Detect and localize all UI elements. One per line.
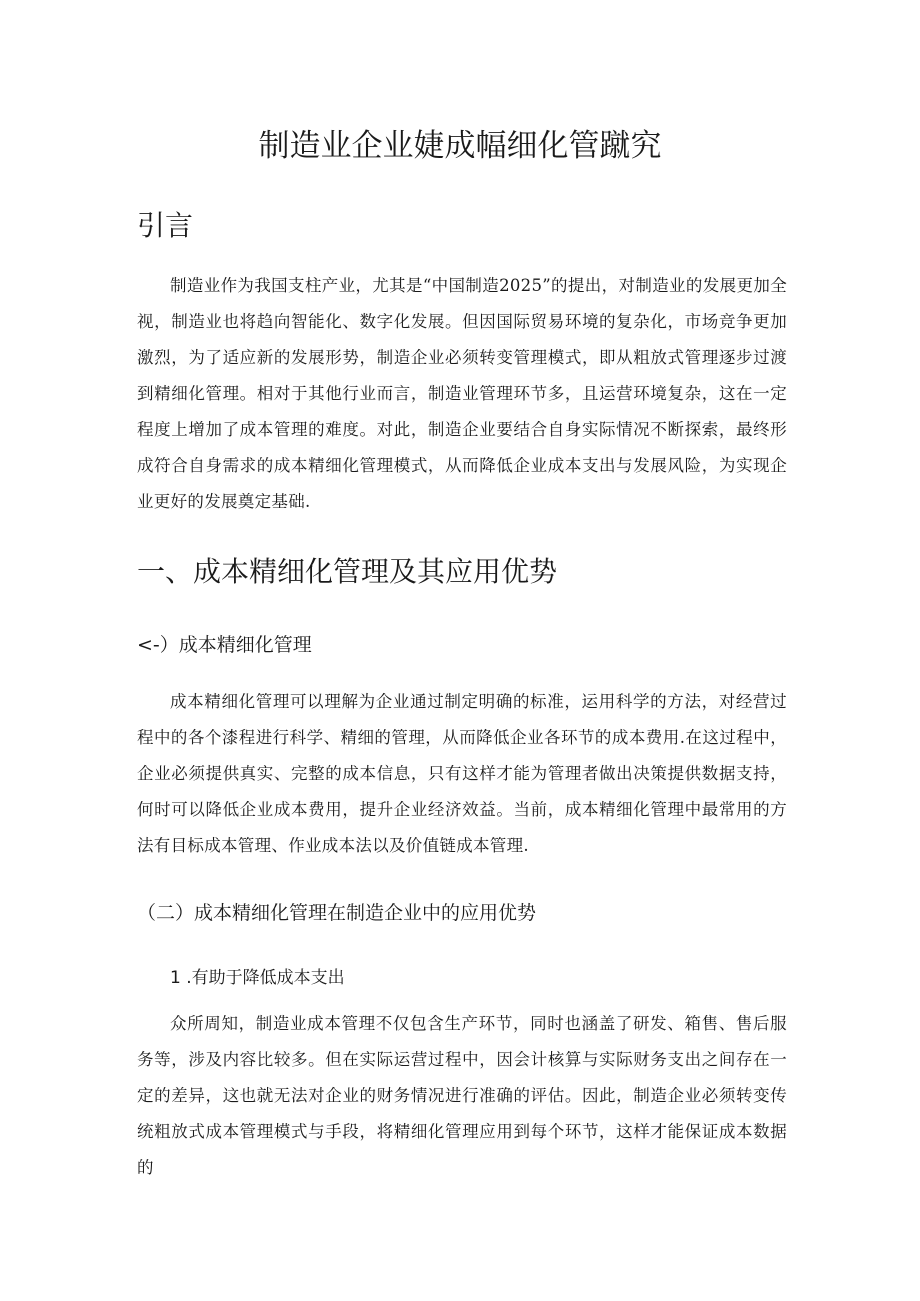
section1-heading: 一、成本精细化管理及其应用优势	[137, 555, 558, 588]
subsection2-heading: （二）成本精细化管理在制造企业中的应用优势	[137, 902, 537, 924]
item1-heading: 1 .有助于降低成本支出	[170, 968, 345, 988]
document-title: 制造业企业婕成幅细化管蹴究	[258, 128, 662, 164]
intro-heading: 引言	[137, 209, 194, 242]
intro-paragraph: 制造业作为我国支柱产业，尤其是“中国制造2025”的提出，对制造业的发展更加全视，制造业也将趋向智能化、数字化发展。但因国际贸易环境的复杂化，市场竞争更加激烈，为了适应新的发展形势，制造企业必须转变管理模式，即从粗放式管理逐步过渡到精细化管理。相对于其他行业而言，制造业管理环节多，且运营环境复杂，这在一定程度上增加了成本管理的难度。对此，制造企业要结合自身实际情况不断探索，最终形成符合自身需求的成本精细化管理模式，从而降低企业成本支出与发展风险，为实现企业更好的发展奠定基础.	[137, 276, 787, 511]
subsection1-heading: <-）成本精细化管理	[137, 634, 312, 656]
item1-paragraph: 众所周知，制造业成本管理不仅包含生产环节，同时也涵盖了研发、箱售、售后服务等，涉及内容比较多。但在实际运营过程中，因会计核算与实际财务支出之间存在一定的差异，这也就无法对企业的财务情况进行准确的评估。因此，制造企业必须转变传统粗放式成本管理模式与手段，将精细化管理应用到每个环节，这样才能保证成本数据的	[137, 1014, 787, 1177]
subsection1-paragraph: 成本精细化管理可以理解为企业通过制定明确的标准，运用科学的方法，对经营过程中的各个漆程进行科学、精细的管理，从而降低企业各环节的成本费用.在这过程中，企业必须提供真实、完整的成本信息，只有这样才能为管理者做出决策提供数据支持，何时可以降低企业成本费用，提升企业经济效益。当前，成本精细化管理中最常用的方法有目标成本管理、作业成本法以及价值链成本管理.	[137, 692, 787, 855]
